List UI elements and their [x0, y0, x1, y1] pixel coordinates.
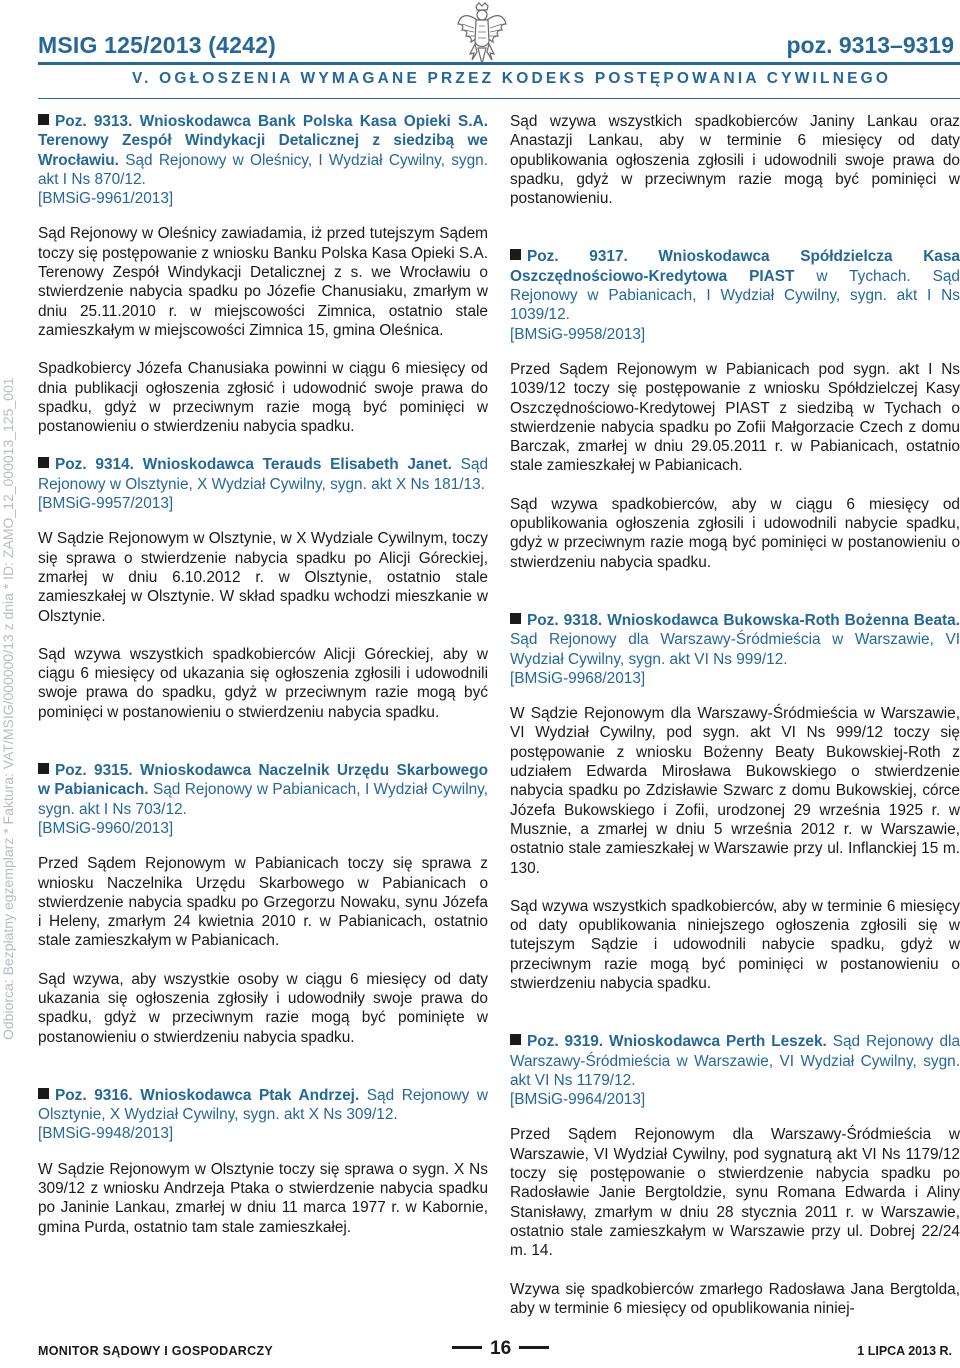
bullet-square-icon [38, 457, 49, 468]
publication-issue: MSIG 125/2013 (4242) [38, 32, 276, 58]
notice-number: Poz. 9314. [55, 456, 134, 474]
header-rule [38, 62, 960, 65]
notice-paragraph: Sąd wzywa wszystkich spadkobierców Alicji Góreckiej, aby w ciągu 6 miesięcy od ukazania się ogłoszenia zgłosili i udowodnili swoje prawa do spadku, gdyż w przeciwnym razie mogą być pominięci w postanowieniu o stwierdzeniu nabycia spadku. [38, 645, 488, 721]
notice-number: Poz. 9316. [55, 1086, 133, 1104]
page-number-value: 16 [490, 1338, 512, 1359]
notice-signature: [BMSiG-9968/2013] [510, 669, 646, 687]
bullet-square-icon [38, 114, 49, 125]
bullet-square-icon [510, 1034, 521, 1045]
continuation-paragraph: Sąd wzywa wszystkich spadkobierców Janiny Lankau oraz Anastazji Lankau, aby w terminie 6 miesięcy od daty opublikowania ogłoszenia zgłosili i udowodnili swoje prawa do spadku, gdyż w przeciwnym razie mogą być pominięci w postanowieniu. [510, 113, 960, 208]
notice-court: Sąd Rejonowy w Pabianicach, I Wydział Cywilny, sygn. akt I Ns 703/12. [38, 781, 488, 818]
notice-signature: [BMSiG-9957/2013] [38, 495, 174, 513]
polish-eagle-emblem-icon [456, 2, 508, 66]
notice-paragraph: Spadkobiercy Józefa Chanusiaka powinni w ciągu 6 miesięcy od dnia publikacji ogłoszenia zgłosić i udowodnić swoje prawa do spadku, gdyż w przeciwnym razie mogą być pominięci w postanowieniu o stwierdzeniu nabycia spadku. [38, 360, 488, 436]
notice-paragraph: Przed Sądem Rejonowym w Pabianicach toczy się sprawa z wniosku Naczelnika Urzędu Skarbowego w Pabianicach o stwierdzenie nabycia spadku po Grzegorzu Nowaku, synu Józefa i Heleny, zmarłym 24 kwietnia 2010 r. w Pabianicach, ostatnio stale zamieszkałym w Pabianicach. [38, 855, 488, 950]
notice-header [38, 455, 488, 513]
notice-9313 [38, 112, 488, 208]
bullet-square-icon [38, 763, 49, 774]
notice-header [510, 247, 960, 343]
notice-paragraph: Wzywa się spadkobierców zmarłego Radosława Jana Bergtolda, aby w terminie 6 miesięcy od opublikowania niniej- [510, 1280, 960, 1317]
notice-header [38, 112, 488, 208]
notice-9318 [510, 611, 960, 688]
notice-9315 [38, 761, 488, 838]
notice-signature: [BMSiG-9960/2013] [38, 819, 174, 837]
notice-header [510, 611, 960, 688]
notice-number: Poz. 9319. [527, 1033, 604, 1051]
notice-signature: [BMSiG-9964/2013] [510, 1091, 646, 1109]
notice-court: Sąd Rejonowy dla Warszawy-Śródmieścia w Warszawie, VI Wydział Cywilny, sygn. akt VI Ns 1179/12. [510, 1033, 960, 1089]
notice-court: Sąd Rejonowy w Olsztynie, X Wydział Cywilny, sygn. akt X Ns 181/13. [38, 456, 489, 493]
footer-publication-name: MONITOR SĄDOWY I GOSPODARCZY [38, 1344, 274, 1358]
notice-paragraph: Przed Sądem Rejonowym w Pabianicach pod sygn. akt I Ns 1039/12 toczy się postępowanie z wniosku Spółdzielczej Kasy Oszczędnościowo-Kredytowej PIAST z siedzibą w Tychach o stwierdzenie nabycia spadku po Zofii Małgorzacie Czech z domu Barczak, zmarłej w dniu 29.05.2011 r. w Pabianicach, ostatnio stale zamieszkałej w Pabianicach. [510, 360, 960, 475]
section-title: V. OGŁOSZENIA WYMAGANE PRZEZ KODEKS POSTĘPOWANIA CYWILNEGO [132, 70, 892, 87]
notice-court: Sąd Rejonowy w Pabianicach, I Wydział Cywilny, sygn. akt I Ns 1039/12. [510, 267, 960, 324]
bullet-square-icon [510, 613, 521, 624]
notice-9317 [510, 247, 960, 343]
notice-header [510, 1032, 960, 1109]
notice-number: Poz. 9318. [527, 611, 603, 629]
notice-court: Sąd Rejonowy w Olsztynie, X Wydział Cywilny, sygn. akt X Ns 309/12. [38, 1086, 488, 1124]
notice-signature: [BMSiG-9961/2013] [38, 190, 174, 208]
notice-applicant: Wnioskodawca Naczelnik Urzędu Skarbowego w Pabianicach. [38, 762, 489, 799]
notice-applicant: Wnioskodawca Spółdzielcza Kasa Oszczędnościowo-Kredytowa PIAST [510, 248, 960, 285]
page-number [444, 1338, 557, 1360]
bullet-square-icon [38, 1088, 49, 1099]
notice-court: Sąd Rejonowy dla Warszawy-Śródmieścia w Warszawie, VI Wydział Cywilny, sygn. akt VI Ns 999/12. [510, 631, 960, 668]
notice-applicant: Wnioskodawca Bukowska-Roth Bożenna Beata. [607, 611, 960, 629]
recipient-watermark: Odbiorca: Bezpłatny egzemplarz * Faktura: VAT/MSIG/000000/13 z dnia * ID: ZAMO_12_000013_125_001 [0, 377, 16, 1040]
footer-date: 1 LIPCA 2013 R. [857, 1344, 952, 1358]
notice-applicant: Wnioskodawca Perth Leszek. [608, 1033, 827, 1051]
notice-header [38, 1086, 488, 1144]
notice-paragraph: W Sądzie Rejonowym w Olsztynie, w X Wydziale Cywilnym, toczy się sprawa o stwierdzenie nabycia spadku po Alicji Góreckiej, zmarłej w dniu 6.10.2012 r. w Olsztynie, ostatnio stale zamieszkałej w Olsztynie. W skład spadku wchodzi mieszkanie w Olsztynie. [38, 530, 488, 625]
notice-number: Poz. 9313. [55, 113, 133, 130]
notice-applicant: Wnioskodawca Terauds Elisabeth Janet. [142, 456, 452, 474]
section-rule [38, 98, 960, 99]
notice-court: Sąd Rejonowy w Oleśnicy, I Wydział Cywilny, sygn. akt I Ns 870/12. [38, 151, 488, 188]
notice-paragraph: Sąd wzywa wszystkich spadkobierców, aby w terminie 6 miesięcy od daty opublikowania niniejszego ogłoszenia zgłosili się w tutejszym Sądzie i udowodnili nabycie spadku, gdyż w przeciwnym razie mogą być pominięci w postanowieniu o stwierdzeniu nabycia spadku. [510, 897, 960, 992]
notice-number: Poz. 9315. [55, 762, 133, 780]
notice-header [38, 761, 488, 838]
notice-applicant: Wnioskodawca Ptak Andrzej. [140, 1086, 360, 1104]
notice-applicant: Wnioskodawca Bank Polska Kasa Opieki S.A. Terenowy Zespół Windykacji Detalicznej z siedzibą we Wrocławiu. [38, 113, 488, 169]
notice-signature: [BMSiG-9948/2013] [38, 1125, 174, 1143]
notice-paragraph: Sąd Rejonowy w Oleśnicy zawiadamia, iż przed tutejszym Sądem toczy się postępowanie z wniosku Banku Polska Kasa Opieki S.A. Terenowy Zespół Windykacji Detalicznej z s. we Wrocławiu o stwierdzenie nabycia spadku po Józefie Chanusiaku, zmarłym w dniu 25.11.2010 r. w miejscowości Zimnica, ostatnio stale zamieszkałym w miejscowości Zimnica 15, gmina Oleśnica. [38, 225, 488, 339]
notice-paragraph: W Sądzie Rejonowym dla Warszawy-Śródmieścia w Warszawie, VI Wydział Cywilny, pod sygn. akt VI Ns 999/12 toczy się postępowanie z wniosku Bożenny Beaty Bukowskiej-Roth z udziałem Edwarda Mirosława Bukowskiego o stwierdzenie nabycia spadku po Zdzisławie Szwarc z domu Bukowskiej, córce Józefa Bukowskiego i Zofii, urodzonej 29 września 1925 r. w Musznie, a zmarłej w dniu 5 września 2012 r. w Warszawie, ostatnio stale zamieszkałej w Warszawie przy ul. Inflanckiej 15 m. 130. [510, 705, 960, 877]
notice-paragraph: Sąd wzywa spadkobierców, aby w ciągu 6 miesięcy od opublikowania ogłoszenia zgłosili i udowodnili nabycie spadku, gdyż w przeciwnym razie mogą być pominięci w postanowieniu o stwierdzeniu nabycia spadku. [510, 495, 960, 571]
left-column [38, 112, 488, 1256]
notice-signature: [BMSiG-9958/2013] [510, 325, 646, 343]
notice-9319 [510, 1032, 960, 1109]
position-range: poz. 9313–9319 [786, 32, 954, 58]
notice-paragraph: Przed Sądem Rejonowym dla Warszawy-Śródmieścia w Warszawie, VI Wydział Cywilny, pod sygnaturą akt VI Ns 1179/12 toczy się postępowanie o stwierdzenie nabycia spadku po Radosławie Janie Bergtoldzie, synu Romana Edwarda i Aliny Stanisławy, zmarłym w dniu 28 stycznia 2011 r. w Warszawie, ostatnio stale zamieszkałym w Warszawie przy ul. Dobrej 22/24 m. 14. [510, 1126, 960, 1260]
notice-number: Poz. 9317. [527, 248, 628, 266]
notice-paragraph: Sąd wzywa, aby wszystkie osoby w ciągu 6 miesięcy od daty ukazania się ogłoszenia zgłosiły i udowodniły swoje prawa do spadku, gdyż w przeciwnym razie mogą być pominięte w postanowieniu o stwierdzeniu nabycia spadku. [38, 970, 488, 1046]
notice-9314 [38, 455, 488, 513]
bullet-square-icon [510, 249, 521, 260]
notice-9316 [38, 1086, 488, 1144]
right-column [510, 112, 960, 1337]
notice-applicant-location: w Tychach. [816, 267, 911, 285]
notice-paragraph: W Sądzie Rejonowym w Olsztynie toczy się sprawa o sygn. X Ns 309/12 z wniosku Andrzeja Ptaka o stwierdzenie nabycia spadku po Janinie Lankau, zmarłej w dniu 11 marca 1977 r. w Kabornie, gmina Purda, ostatnio tam stale zamieszkałej. [38, 1160, 488, 1236]
